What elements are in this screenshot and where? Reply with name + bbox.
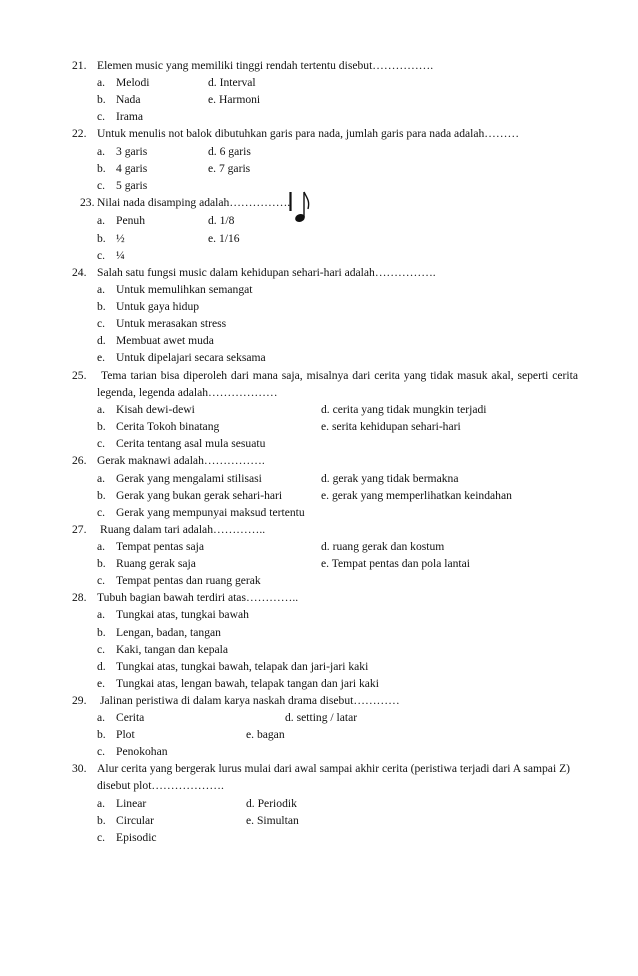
option-letter: c. xyxy=(97,317,106,330)
option-text: Linear xyxy=(116,797,147,810)
question-text: Elemen music yang memiliki tinggi rendah tertentu disebut……………. xyxy=(97,59,434,72)
option-text: 4 garis xyxy=(116,162,148,175)
question-number: 25. xyxy=(72,369,87,382)
option-text: Cerita xyxy=(116,711,145,724)
option-text: Gerak yang mengalami stilisasi xyxy=(116,472,262,485)
option-right: e. 7 garis xyxy=(208,162,251,175)
option-text: 5 garis xyxy=(116,179,148,192)
question-text: Salah satu fungsi music dalam kehidupan sehari-hari adalah……………. xyxy=(97,266,436,279)
option-letter: c. xyxy=(97,574,106,587)
option-letter: b. xyxy=(97,728,106,741)
option-text: Tempat pentas dan ruang gerak xyxy=(116,574,261,587)
option-right: e. Harmoni xyxy=(208,93,261,106)
option-letter: c. xyxy=(97,643,106,656)
question-text: Jalinan peristiwa di dalam karya naskah drama disebut………… xyxy=(100,694,400,707)
question-number: 27. xyxy=(72,523,87,536)
option-text: Penuh xyxy=(116,214,145,227)
question-number: 24. xyxy=(72,266,87,279)
option-text: ½ xyxy=(116,232,125,245)
option-letter: b. xyxy=(97,814,106,827)
option-text: Untuk gaya hidup xyxy=(116,300,200,313)
option-letter: e. xyxy=(97,677,106,690)
option-letter: b. xyxy=(97,162,106,175)
option-letter: b. xyxy=(97,626,106,639)
option-letter: a. xyxy=(97,403,106,416)
option-letter: c. xyxy=(97,179,106,192)
option-text: Tempat pentas saja xyxy=(116,540,205,553)
option-right: e. gerak yang memperlihatkan keindahan xyxy=(321,489,512,502)
option-text: Plot xyxy=(116,728,135,741)
option-text: Circular xyxy=(116,814,154,827)
option-text: Membuat awet muda xyxy=(116,334,214,347)
option-right: e. Simultan xyxy=(246,814,299,827)
question-text-2: disebut plot………………. xyxy=(97,779,224,792)
option-letter: c. xyxy=(97,506,106,519)
option-text: Cerita tentang asal mula sesuatu xyxy=(116,437,266,450)
option-letter: b. xyxy=(97,420,106,433)
option-text: Tungkai atas, tungkai bawah, telapak dan jari-jari kaki xyxy=(116,660,369,673)
question-number: 23. xyxy=(80,196,95,209)
option-text: Nada xyxy=(116,93,141,106)
option-text: Kisah dewi-dewi xyxy=(116,403,195,416)
option-letter: b. xyxy=(97,300,106,313)
option-letter: b. xyxy=(97,489,106,502)
question-text: Untuk menulis not balok dibutuhkan garis para nada, jumlah garis para nada adalah……… xyxy=(97,127,520,140)
option-letter: a. xyxy=(97,540,106,553)
option-text: Gerak yang bukan gerak sehari-hari xyxy=(116,489,283,502)
option-text: Ruang gerak saja xyxy=(116,557,196,570)
question-number: 28. xyxy=(72,591,87,604)
option-text: Gerak yang mempunyai maksud tertentu xyxy=(116,506,305,519)
option-letter: c. xyxy=(97,437,106,450)
option-text: Untuk dipelajari secara seksama xyxy=(116,351,266,364)
option-text: Penokohan xyxy=(116,745,168,758)
option-text: ¼ xyxy=(116,249,125,262)
option-letter: a. xyxy=(97,214,106,227)
option-letter: a. xyxy=(97,711,106,724)
option-letter: a. xyxy=(97,283,106,296)
option-text: Tungkai atas, lengan bawah, telapak tangan dan jari kaki xyxy=(116,677,379,690)
option-right: d. Interval xyxy=(208,76,256,89)
option-right: d. ruang gerak dan kostum xyxy=(321,540,445,553)
option-text: Untuk merasakan stress xyxy=(116,317,227,330)
option-text: Lengan, badan, tangan xyxy=(116,626,221,639)
question-text: Alur cerita yang bergerak lurus mulai dari awal sampai akhir cerita (peristiwa terjadi dari A sampai Z) xyxy=(97,762,571,775)
option-letter: c. xyxy=(97,745,106,758)
question-number: 26. xyxy=(72,454,87,467)
option-letter: c. xyxy=(97,249,106,262)
option-right: d. 6 garis xyxy=(208,145,251,158)
eighth-note-icon xyxy=(289,189,311,228)
option-right: e. serita kehidupan sehari-hari xyxy=(321,420,461,433)
question-number: 21. xyxy=(72,59,87,72)
option-letter: e. xyxy=(97,351,106,364)
option-text: Episodic xyxy=(116,831,157,844)
option-letter: a. xyxy=(97,608,106,621)
option-letter: c. xyxy=(97,110,106,123)
option-letter: a. xyxy=(97,76,106,89)
option-right: e. bagan xyxy=(246,728,285,741)
option-letter: d. xyxy=(97,334,106,347)
option-text: Kaki, tangan dan kepala xyxy=(116,643,229,656)
question-text: Nilai nada disamping adalah……………. xyxy=(97,196,291,209)
option-letter: c. xyxy=(97,831,106,844)
option-text: 3 garis xyxy=(116,145,148,158)
option-text: Tungkai atas, tungkai bawah xyxy=(116,608,249,621)
question-text-2: legenda, legenda adalah……………… xyxy=(97,386,278,399)
question-text: Gerak maknawi adalah……………. xyxy=(97,454,265,467)
option-text: Cerita Tokoh binatang xyxy=(116,420,220,433)
question-number: 22. xyxy=(72,127,87,140)
option-text: Melodi xyxy=(116,76,150,89)
option-letter: b. xyxy=(97,93,106,106)
option-letter: b. xyxy=(97,232,106,245)
option-text: Untuk memulihkan semangat xyxy=(116,283,253,296)
option-right: d. cerita yang tidak mungkin terjadi xyxy=(321,403,487,416)
option-letter: a. xyxy=(97,472,106,485)
question-text: Tubuh bagian bawah terdiri atas………….. xyxy=(97,591,299,604)
question-text: Tema tarian bisa diperoleh dari mana saja, misalnya dari cerita yang tidak masuk akal, seperti cerita xyxy=(101,369,578,382)
option-letter: a. xyxy=(97,797,106,810)
question-number: 30. xyxy=(72,762,87,775)
option-right: e. Tempat pentas dan pola lantai xyxy=(321,557,470,570)
option-right: d. gerak yang tidak bermakna xyxy=(321,472,459,485)
option-letter: b. xyxy=(97,557,106,570)
option-letter: d. xyxy=(97,660,106,673)
option-text: Irama xyxy=(116,110,144,123)
option-right: d. Periodik xyxy=(246,797,297,810)
option-right: d. 1/8 xyxy=(208,214,235,227)
option-right: e. 1/16 xyxy=(208,232,240,245)
question-text: Ruang dalam tari adalah………….. xyxy=(100,523,266,536)
option-right: d. setting / latar xyxy=(285,711,358,724)
option-letter: a. xyxy=(97,145,106,158)
question-number: 29. xyxy=(72,694,87,707)
